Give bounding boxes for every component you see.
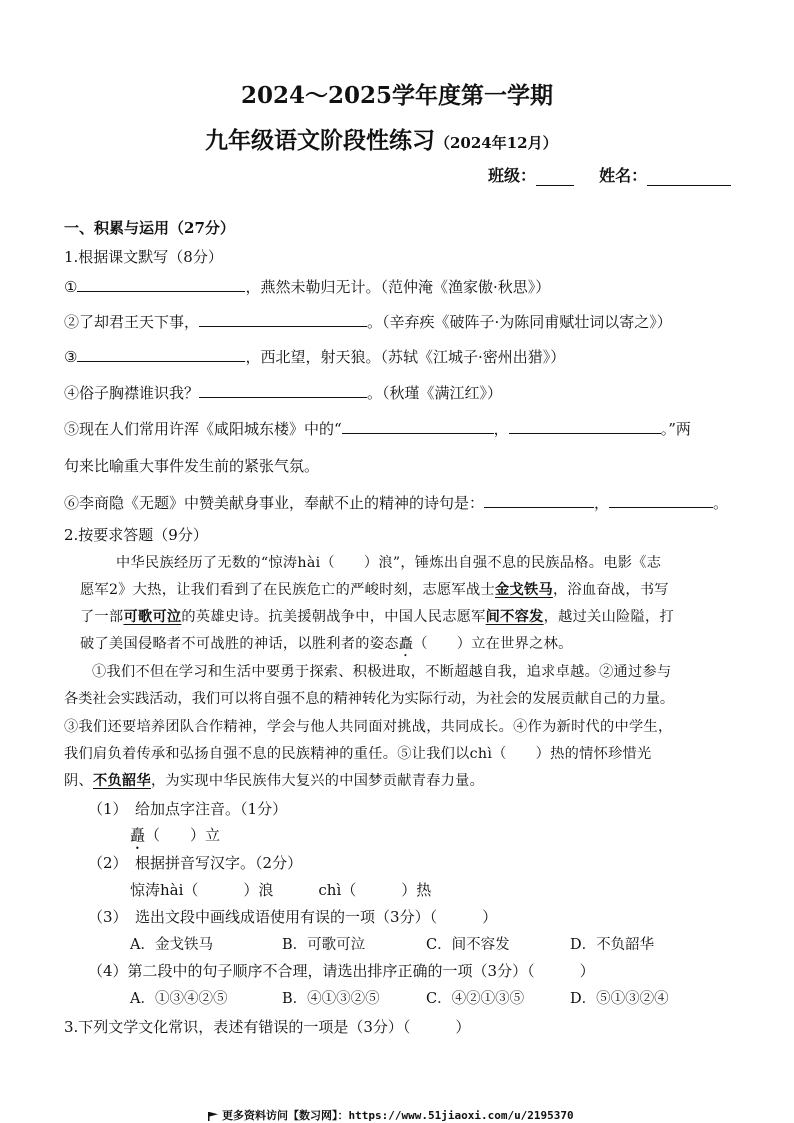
passage-p2-line2: 各类社会实践活动，我们可以将自强不息的精神转化为实际行动，为社会的发展贡献自己的力量。 (64, 691, 675, 707)
q1-item-5-mid: ， (493, 420, 509, 438)
underlined-idiom: 不负韶华 (92, 773, 151, 789)
question-3-stem: 3.下列文学文化常识，表述有错误的一项是（3分）（ ） (64, 1018, 471, 1036)
footer-text: 更多资料访问【数习网】：https://www.51jiaoxi.com/u/2195370 (222, 1109, 574, 1122)
q1-item-5-pre: ⑤现在人们常用许浑《咸阳城东楼》中的“ (64, 420, 342, 438)
passage-p1-line3 (80, 606, 674, 626)
q1-item-4 (64, 382, 502, 403)
exam-title (205, 122, 558, 155)
q1-item-6-mid: ， (594, 494, 610, 512)
q1-item-4-pre: ④俗子胸襟谁识我？ (64, 384, 200, 402)
class-label: 班级： (488, 166, 537, 185)
q1-item-2 (64, 311, 672, 332)
passage-p1-line4 (80, 633, 573, 660)
passage-text: 了一部 (80, 609, 124, 625)
passage-text: 的英雄史诗。抗美援朝战争中，中国人民志愿军 (181, 609, 486, 625)
student-info (488, 163, 731, 186)
class-blank[interactable] (536, 169, 574, 186)
passage-text: （ ）立在世界之林。 (413, 636, 573, 652)
passage-text: 破了美国侵略者不可战胜的神话，以胜利者的姿态 (80, 636, 399, 652)
q1-item-3 (64, 346, 565, 367)
sub-question-1: （1） 给加点字注音。（1分） (88, 800, 288, 818)
q1-item-5-end: 。”两 (660, 420, 691, 438)
passage-text: ，越过关山险隘，打 (543, 609, 675, 625)
exam-title-date: （2024年12月） (435, 134, 558, 152)
passage-text: 愿军2》大热，让我们看到了在民族危亡的严峻时刻，志愿军战士 (80, 582, 495, 598)
option-b[interactable]: B．可歌可泣 (282, 937, 366, 953)
q1-item-1-pre: ① (64, 278, 78, 296)
answer-blank[interactable] (77, 347, 245, 362)
option-c[interactable]: C．间不容发 (426, 937, 510, 953)
answer-blank[interactable] (609, 493, 713, 508)
passage-text: ，为实现中华民族伟大复兴的中国梦贡献青春力量。 (150, 773, 485, 789)
passage-p1-line1: 中华民族经历了无数的“惊涛hài（ ）浪”，锤炼出自强不息的民族品格。电影《志 (116, 555, 662, 571)
section-heading: 一、积累与运用（27分） (64, 219, 235, 237)
q1-item-1 (64, 276, 550, 297)
passage-p1-line2 (80, 579, 669, 599)
q1-item-5 (64, 418, 691, 439)
passage-text: ，浴血奋战，书写 (552, 582, 669, 598)
answer-blank[interactable] (342, 419, 494, 434)
passage-text: 阴、 (64, 773, 93, 789)
option-c[interactable]: C．④②①③⑤ (426, 991, 525, 1007)
underlined-idiom: 可歌可泣 (123, 609, 182, 625)
q1-item-6-end: 。 (713, 494, 729, 512)
passage-p2-line4: 我们肩负着传承和弘扬自强不息的民族精神的重任。⑤让我们以chì（ ）热的情怀珍惜光 (64, 746, 652, 762)
passage-p2-line5 (64, 770, 484, 790)
q1-item-6-pre: ⑥李商隐《无题》中赞美献身事业，奉献不止的精神的诗句是： (64, 494, 485, 512)
sub-question-4: （4）第二段中的句子顺序不合理，请选出排序正确的一项（3分）（ ） (88, 962, 595, 980)
name-label: 姓名： (599, 166, 648, 185)
flag-icon (208, 1112, 218, 1121)
question-1-stem: 1.根据课文默写（8分） (64, 248, 223, 266)
passage-p2-line3: ③我们还要培养团队合作精神，学会与他人共同面对挑战，共同成长。④作为新时代的中学生， (64, 719, 673, 735)
dotted-char: 矗 (398, 636, 414, 652)
option-b[interactable]: B．④①③②⑤ (282, 991, 380, 1007)
q1-item-3-pre: ③ (64, 348, 78, 366)
answer-blank[interactable] (77, 277, 245, 292)
option-d[interactable]: D．⑤①③②④ (570, 991, 669, 1007)
answer-blank[interactable] (199, 383, 367, 398)
exam-title-main: 九年级语文阶段性练习 (205, 127, 435, 154)
sub-question-2-answer[interactable]: 惊涛hài（ ）浪 chì（ ）热 (130, 881, 432, 899)
sub-question-2: （2） 根据拼音写汉字。（2分） (88, 854, 303, 872)
option-d[interactable]: D．不负韶华 (570, 937, 655, 953)
passage-p2-line1: ①我们不但在学习和生活中要勇于探索、积极进取，不断超越自我，追求卓越。②通过参与 (92, 664, 672, 680)
question-2-stem: 2.按要求答题（9分） (64, 526, 208, 544)
q1-item-5-cont: 句来比喻重大事件发生前的紧张气氛。 (64, 457, 320, 475)
option-a[interactable]: A．金戈铁马 (130, 937, 213, 953)
underlined-idiom: 金戈铁马 (494, 582, 553, 598)
sub-question-3: （3） 选出文段中画线成语使用有误的一项（3分）（ ） (88, 908, 498, 926)
q1-item-6 (64, 492, 728, 513)
underlined-idiom: 间不容发 (485, 609, 544, 625)
exam-title-year: 2024～2025学年度第一学期 (240, 82, 554, 109)
answer-paren[interactable]: （ ）立 (145, 826, 221, 844)
q1-item-4-post: 。（秋瑾《满江红》） (367, 384, 503, 402)
footer-link[interactable] (208, 1107, 574, 1123)
answer-blank[interactable] (199, 312, 367, 327)
q1-item-3-post: ，西北望，射天狼。（苏轼《江城子·密州出猎》） (245, 348, 566, 366)
answer-blank[interactable] (484, 493, 594, 508)
answer-blank[interactable] (509, 419, 661, 434)
sub-question-1-answer (130, 824, 220, 853)
dotted-char: 矗 (130, 826, 146, 844)
q1-item-2-pre: ②了却君王天下事， (64, 313, 200, 331)
name-blank[interactable] (647, 169, 731, 186)
option-a[interactable]: A．①③④②⑤ (130, 991, 228, 1007)
q1-item-1-post: ，燕然未勒归无计。（范仲淹《渔家傲·秋思》） (245, 278, 551, 296)
q1-item-2-post: 。（辛弃疾《破阵子·为陈同甫赋壮词以寄之》） (367, 313, 672, 331)
